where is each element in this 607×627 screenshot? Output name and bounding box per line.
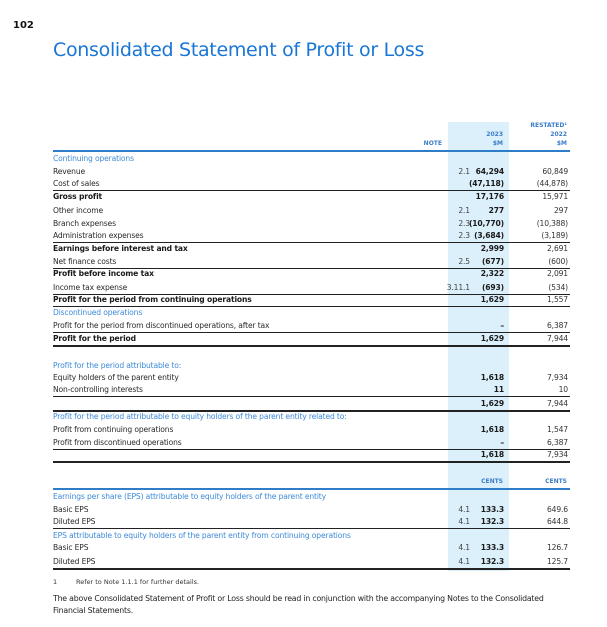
table-row [53, 166, 570, 178]
table-row [53, 333, 570, 345]
value-2023: 133.3 [480, 543, 504, 552]
page-title: Consolidated Statement of Profit or Loss [53, 39, 425, 61]
closing-paragraph: The above Consolidated Statement of Profit or Loss should be read in conjunction with the accompanying Notes to the Consolidated Financial Statements. [53, 594, 544, 615]
value-2023: 1,618 [480, 450, 504, 459]
row-label: Profit for the period [53, 334, 136, 343]
value-2023: (693) [481, 283, 504, 292]
section-heading-row [53, 153, 570, 165]
header-2022-cents: CENTS [545, 478, 567, 485]
table-row [53, 268, 570, 280]
row-label: Equity holders of the parent entity [53, 373, 179, 382]
value-2022: 7,944 [547, 334, 568, 343]
header-rule [53, 150, 570, 152]
row-label: Administration expenses [53, 231, 144, 240]
page-number: 102 [13, 20, 34, 31]
header-2023-year: 2023 [486, 131, 503, 138]
header-2022-unit: $M [556, 140, 567, 147]
header-restated: RESTATED¹ [530, 122, 567, 129]
value-2023: 1,618 [480, 373, 504, 382]
table-row [53, 256, 570, 268]
table-row [53, 384, 570, 396]
value-2022: 10 [558, 385, 568, 394]
row-label: Branch expenses [53, 219, 116, 228]
row-label: Discontinued operations [53, 308, 143, 317]
row-divider [53, 461, 570, 463]
value-2023: 64,294 [475, 167, 504, 176]
value-2023: 133.3 [480, 505, 504, 514]
value-2023: 132.3 [480, 517, 504, 526]
row-divider [53, 345, 570, 347]
value-2022: 644.8 [547, 517, 568, 526]
value-2023: 277 [488, 206, 504, 215]
table-row [53, 398, 570, 410]
row-divider [53, 528, 570, 529]
value-2023: 17,176 [475, 192, 504, 201]
value-2022: 125.7 [547, 557, 568, 566]
value-2022: 1,557 [547, 295, 568, 304]
table-row [53, 320, 570, 332]
table-row [53, 282, 570, 294]
row-label: Diluted EPS [53, 517, 96, 526]
row-label: Net finance costs [53, 257, 117, 266]
section-heading-row [53, 491, 570, 503]
value-2022: 6,387 [547, 321, 568, 330]
footnote-text: Refer to Note 1.1.1 for further details. [76, 578, 200, 586]
row-label: Profit for the period from continuing operations [53, 295, 252, 304]
value-2022: 649.6 [547, 505, 568, 514]
table-row [53, 191, 570, 203]
row-label: Basic EPS [53, 543, 89, 552]
value-2023: 1,618 [480, 425, 504, 434]
row-label: Continuing operations [53, 154, 134, 163]
value-2022: 2,691 [547, 244, 568, 253]
table-row [53, 178, 570, 190]
value-2022: 7,934 [547, 373, 568, 382]
row-label: Non-controlling interests [53, 385, 143, 394]
row-divider [53, 396, 570, 397]
table-row [53, 424, 570, 436]
header-2023-unit: $M [492, 140, 503, 147]
row-label: Profit before income tax [53, 269, 154, 278]
value-2023: 1,629 [480, 334, 504, 343]
value-2022: 7,934 [547, 450, 568, 459]
table-row [53, 205, 570, 217]
row-label: Profit for the period attributable to: [53, 361, 182, 370]
value-2023: 132.3 [480, 557, 504, 566]
row-note: 2.3 [458, 231, 470, 240]
value-2023: (10,770) [468, 219, 504, 228]
value-2022: 2,091 [547, 269, 568, 278]
table-row [53, 542, 570, 554]
section-heading-row [53, 307, 570, 319]
row-label: Diluted EPS [53, 557, 96, 566]
row-label: Profit for the period from discontinued operations, after tax [53, 321, 270, 330]
row-label: Profit from discontinued operations [53, 438, 182, 447]
row-note: 4.1 [458, 543, 470, 552]
eps-header-rule [53, 488, 570, 490]
value-2023: (677) [481, 257, 504, 266]
row-label: Revenue [53, 167, 86, 176]
value-2022: (44,878) [536, 179, 568, 188]
row-note: 2.1 [458, 167, 470, 176]
row-note: 2.3 [458, 219, 470, 228]
row-label: Profit for the period attributable to equity holders of the parent entity related to: [53, 412, 347, 421]
row-label: Earnings per share (EPS) attributable to equity holders of the parent entity [53, 492, 326, 501]
section-heading-row [53, 360, 570, 372]
table-row [53, 372, 570, 384]
row-note: 2.1 [458, 206, 470, 215]
row-note: 2.5 [458, 257, 470, 266]
table-row [53, 516, 570, 528]
section-heading-row [53, 530, 570, 542]
value-2022: 7,944 [547, 399, 568, 408]
table-row [53, 243, 570, 255]
row-label: Earnings before interest and tax [53, 244, 188, 253]
value-2022: (3,189) [541, 231, 568, 240]
value-2022: 297 [553, 206, 568, 215]
row-note: 4.1 [458, 557, 470, 566]
table-row [53, 294, 570, 306]
row-note: 4.1 [458, 517, 470, 526]
value-2022: (600) [548, 257, 568, 266]
row-note: 3.11.1 [446, 283, 470, 292]
value-2022: (10,388) [536, 219, 568, 228]
table-row [53, 230, 570, 242]
value-2022: (534) [548, 283, 568, 292]
value-2023: 11 [493, 385, 504, 394]
value-2023: 1,629 [480, 295, 504, 304]
header-2022-year: 2022 [550, 131, 567, 138]
row-label: Income tax expense [53, 283, 128, 292]
footnote-number: 1 [53, 578, 58, 586]
value-2023: 2,322 [480, 269, 504, 278]
row-label: Other income [53, 206, 103, 215]
footnote [53, 578, 199, 586]
row-label: Basic EPS [53, 505, 89, 514]
value-2023: (47,118) [468, 179, 504, 188]
value-2023: 2,999 [480, 244, 504, 253]
row-label: Profit from continuing operations [53, 425, 174, 434]
row-label: Cost of sales [53, 179, 100, 188]
table-row [53, 218, 570, 230]
row-label: Gross profit [53, 192, 103, 201]
value-2023: – [500, 321, 504, 330]
value-2022: 1,547 [547, 425, 568, 434]
row-note: 4.1 [458, 505, 470, 514]
value-2023: – [500, 438, 504, 447]
value-2023: 1,629 [480, 399, 504, 408]
value-2023: (3,684) [474, 231, 504, 240]
row-label: EPS attributable to equity holders of the parent entity from continuing operations [53, 531, 351, 540]
value-2022: 60,849 [542, 167, 568, 176]
header-2023-cents: CENTS [481, 478, 503, 485]
section-heading-row [53, 411, 570, 423]
table-row [53, 556, 570, 568]
value-2022: 15,971 [542, 192, 568, 201]
table-row [53, 437, 570, 449]
table-row [53, 449, 570, 461]
value-2022: 6,387 [547, 438, 568, 447]
header-note: NOTE [423, 140, 442, 147]
row-divider [53, 568, 570, 570]
value-2022: 126.7 [547, 543, 568, 552]
table-row [53, 504, 570, 516]
